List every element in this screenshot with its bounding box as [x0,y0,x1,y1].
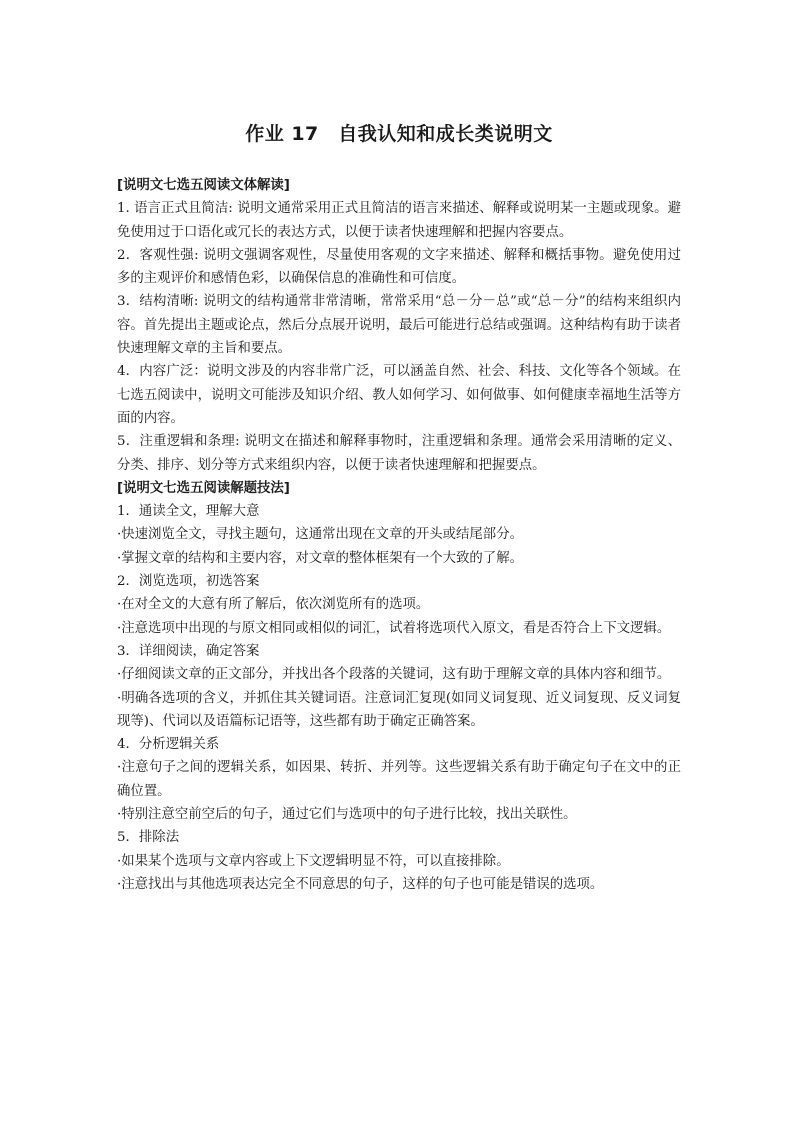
technique-step-5: 5．排除法 [117,830,180,846]
technique-bullet: ·在对全文的大意有所了解后，依次浏览所有的选项。 [117,597,430,613]
technique-bullet: ·快速浏览全文，寻找主题句，这通常出现在文章的开头或结尾部分。 [117,527,523,543]
genre-point-5: 5．注重逻辑和条理: 说明文在描述和解释事物时，注重逻辑和条理。通常会采用清晰的定义、分类、排序、划分等方式来组织内容，以便于读者快速理解和把握要点。 [117,434,681,473]
genre-point-3: 3．结构清晰: 说明文的结构通常非常清晰，常常采用“总－分－总”或“总－分”的结构来组织内容。首先提出主题或论点，然后分点展开说明，最后可能进行总结或强调。这种结构有助于读者快速理解文章的主旨和要点。 [117,294,681,357]
genre-point-1: 1. 语言正式且简洁: 说明文通常采用正式且简洁的语言来描述、解释或说明某一主题或现象。避免使用过于口语化或冗长的表达方式，以便于读者快速理解和把握内容要点。 [117,201,681,240]
technique-bullet: ·如果某个选项与文章内容或上下文逻辑明显不符，可以直接排除。 [117,853,510,869]
technique-bullet: ·注意选项中出现的与原文相同或相似的词汇，试着将选项代入原文，看是否符合上下文逻辑。 [117,620,671,636]
page-title: 作业 17 自我认知和成长类说明文 [245,123,553,145]
technique-bullet: ·注意句子之间的逻辑关系，如因果、转折、并列等。这些逻辑关系有助于确定句子在文中的正确位置。 [117,760,681,799]
technique-bullet: ·仔细阅读文章的正文部分，并找出各个段落的关键词，这有助于理解文章的具体内容和细节。 [117,667,671,683]
technique-bullet: ·特别注意空前空后的句子，通过它们与选项中的句子进行比较，找出关联性。 [117,807,577,823]
genre-point-2: 2．客观性强: 说明文强调客观性，尽量使用客观的文字来描述、解释和概括事物。避免使用过多的主观评价和感情色彩，以确保信息的准确性和可信度。 [117,247,681,287]
technique-step-1: 1．通读全文，理解大意 [117,504,260,520]
document-page [117,118,681,896]
technique-step-2: 2．浏览选项，初选答案 [117,574,260,590]
section-heading-techniques: [说明文七选五阅读解题技法] [117,480,290,496]
technique-step-3: 3．详细阅读，确定答案 [117,643,260,659]
section-heading-genre: [说明文七选五阅读文体解读] [117,178,290,193]
genre-point-4: 4．内容广泛：说明文涉及的内容非常广泛，可以涵盖自然、社会、科技、文化等各个领域。在七选五阅读中，说明文可能涉及知识介绍、教人如何学习、如何做事、如何健康幸福地生活等方面的内容。 [117,364,681,426]
technique-bullet: ·掌握文章的结构和主要内容，对文章的整体框架有一个大致的了解。 [117,550,523,566]
technique-bullet: ·注意找出与其他选项表达完全不同意思的句子，这样的句子也可能是错误的选项。 [117,876,604,892]
technique-step-4: 4．分析逻辑关系 [117,737,220,753]
technique-bullet: ·明确各选项的含义，并抓住其关键词语。注意词汇复现(如同义词复现、近义词复现、反义词复现等)、代词以及语篇标记语等，这些都有助于确定正确答案。 [117,690,681,729]
